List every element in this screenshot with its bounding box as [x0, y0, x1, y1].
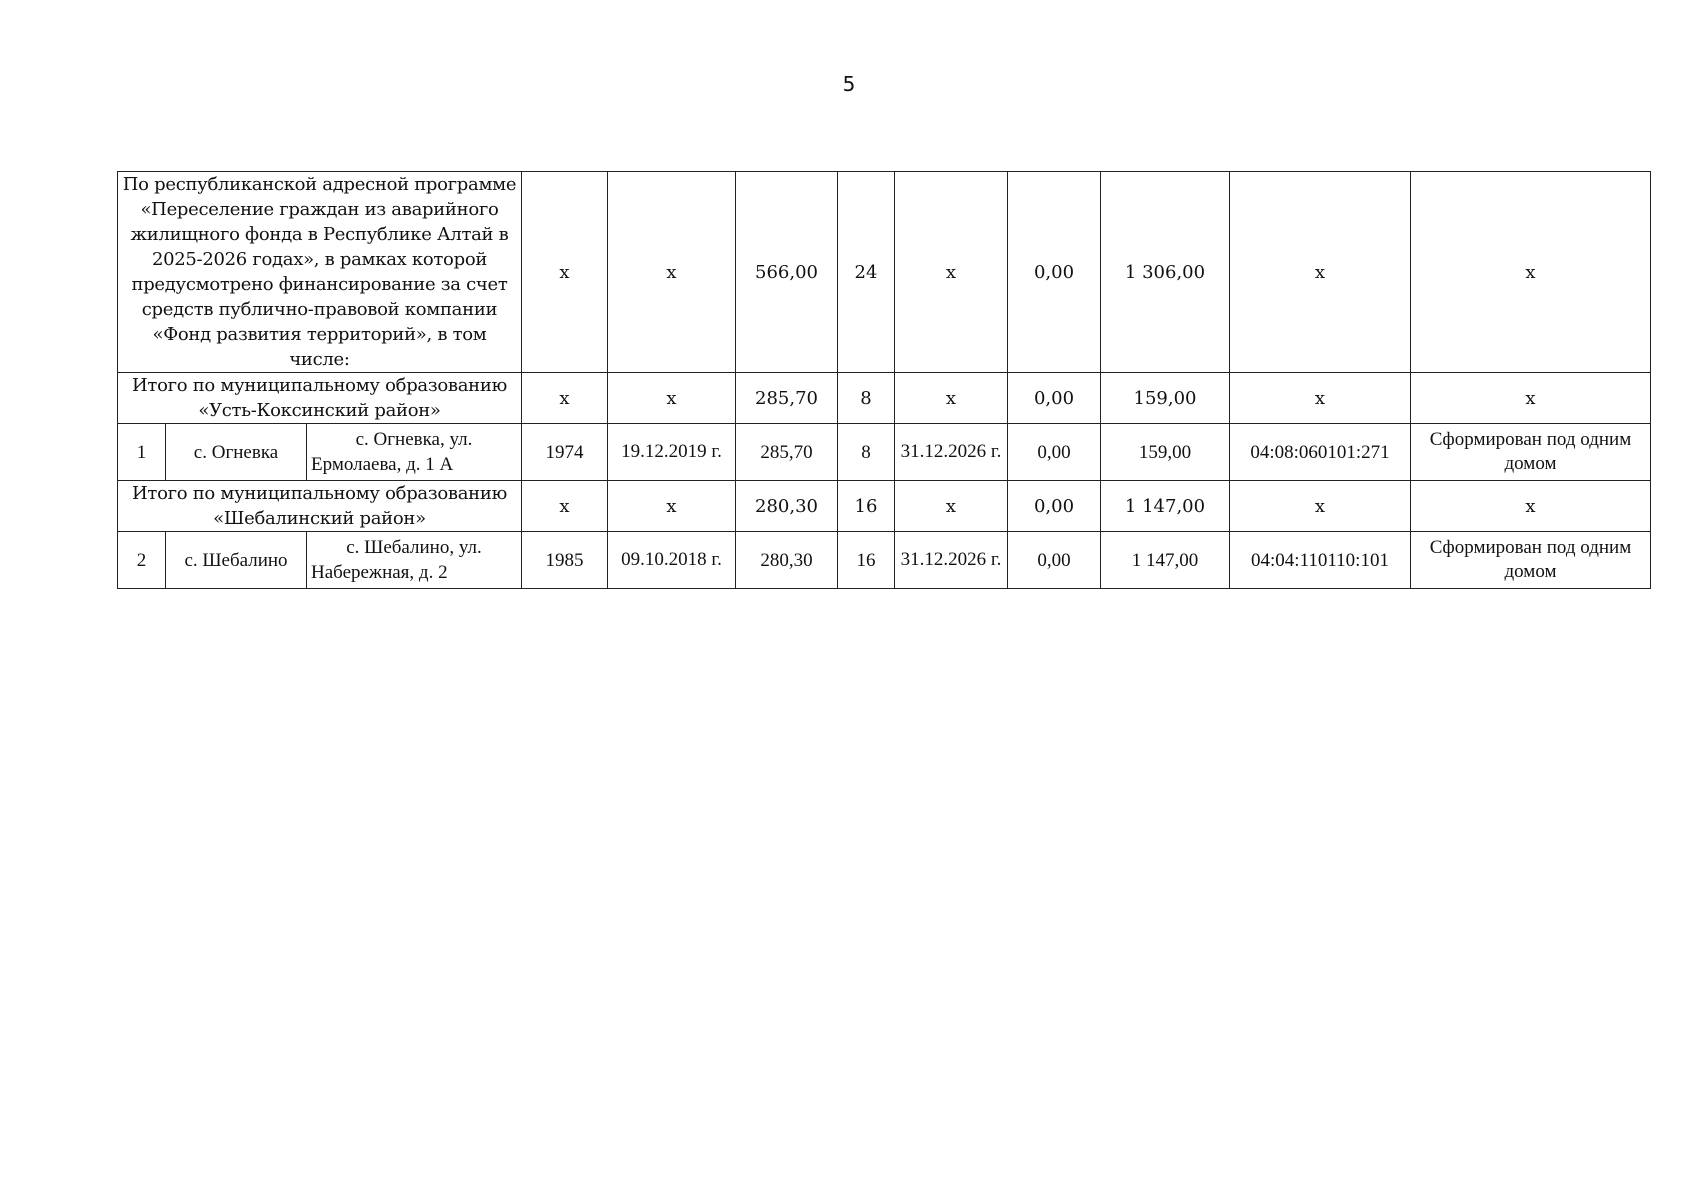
municipality-total-area-mkd: 0,00: [1008, 481, 1101, 532]
program-total-area: 566,00: [736, 172, 838, 373]
municipality-total-land-area: 159,00: [1101, 373, 1230, 424]
table-row: [118, 532, 1651, 589]
row-area-mkd: 0,00: [1008, 424, 1101, 481]
municipality-total-area: 280,30: [736, 481, 838, 532]
row-residents: 8: [838, 424, 895, 481]
program-total-cadastral: х: [1230, 172, 1411, 373]
row-note: Сформирован под одним домом: [1411, 532, 1651, 589]
municipality-total-note: х: [1411, 373, 1651, 424]
municipality-total-year: х: [522, 481, 608, 532]
row-address: с. Огневка, ул. Ермолаева, д. 1 А: [307, 424, 522, 481]
row-residents: 16: [838, 532, 895, 589]
program-total-date-recognized: х: [608, 172, 736, 373]
program-total-date-planned: х: [895, 172, 1008, 373]
row-cadastral-number: 04:04:110110:101: [1230, 532, 1411, 589]
program-total-note: х: [1411, 172, 1651, 373]
row-settlement: с. Огневка: [166, 424, 307, 481]
municipality-total-cadastral: х: [1230, 481, 1411, 532]
municipality-total-row: [118, 373, 1651, 424]
row-note: Сформирован под одним домом: [1411, 424, 1651, 481]
program-total-row: [118, 172, 1651, 373]
municipality-total-date-planned: х: [895, 481, 1008, 532]
row-area: 285,70: [736, 424, 838, 481]
municipality-total-land-area: 1 147,00: [1101, 481, 1230, 532]
municipality-total-label: Итого по муниципальному образованию «Усть-Коксинский район»: [118, 373, 522, 424]
row-area: 280,30: [736, 532, 838, 589]
municipality-total-label: Итого по муниципальному образованию «Шебалинский район»: [118, 481, 522, 532]
municipality-total-residents: 8: [838, 373, 895, 424]
row-year: 1985: [522, 532, 608, 589]
program-total-land-area: 1 306,00: [1101, 172, 1230, 373]
program-total-label: По республиканской адресной программе «Переселение граждан из аварийного жилищного фонда в Республике Алтай в 2025-2026 годах», в рамках которой предусмотрено финансирование за счет средств публично-правовой компании «Фонд развития территорий», в том числе:: [118, 172, 522, 373]
row-area-mkd: 0,00: [1008, 532, 1101, 589]
row-land-area: 1 147,00: [1101, 532, 1230, 589]
municipality-total-note: х: [1411, 481, 1651, 532]
row-date-planned: 31.12.2026 г.: [895, 532, 1008, 589]
program-total-year: х: [522, 172, 608, 373]
municipality-total-area: 285,70: [736, 373, 838, 424]
row-number: 1: [118, 424, 166, 481]
municipality-total-area-mkd: 0,00: [1008, 373, 1101, 424]
table-row: [118, 424, 1651, 481]
page-number: 5: [842, 72, 856, 96]
row-address: с. Шебалино, ул. Набережная, д. 2: [307, 532, 522, 589]
municipality-total-date-recognized: х: [608, 481, 736, 532]
row-cadastral-number: 04:08:060101:271: [1230, 424, 1411, 481]
program-total-residents: 24: [838, 172, 895, 373]
row-year: 1974: [522, 424, 608, 481]
row-date-recognized: 19.12.2019 г.: [608, 424, 736, 481]
municipality-total-date-recognized: х: [608, 373, 736, 424]
row-number: 2: [118, 532, 166, 589]
row-date-planned: 31.12.2026 г.: [895, 424, 1008, 481]
row-land-area: 159,00: [1101, 424, 1230, 481]
resettlement-table: [117, 171, 1651, 589]
municipality-total-year: х: [522, 373, 608, 424]
row-settlement: с. Шебалино: [166, 532, 307, 589]
program-total-area-mkd: 0,00: [1008, 172, 1101, 373]
municipality-total-cadastral: х: [1230, 373, 1411, 424]
municipality-total-residents: 16: [838, 481, 895, 532]
municipality-total-date-planned: х: [895, 373, 1008, 424]
row-date-recognized: 09.10.2018 г.: [608, 532, 736, 589]
municipality-total-row: [118, 481, 1651, 532]
